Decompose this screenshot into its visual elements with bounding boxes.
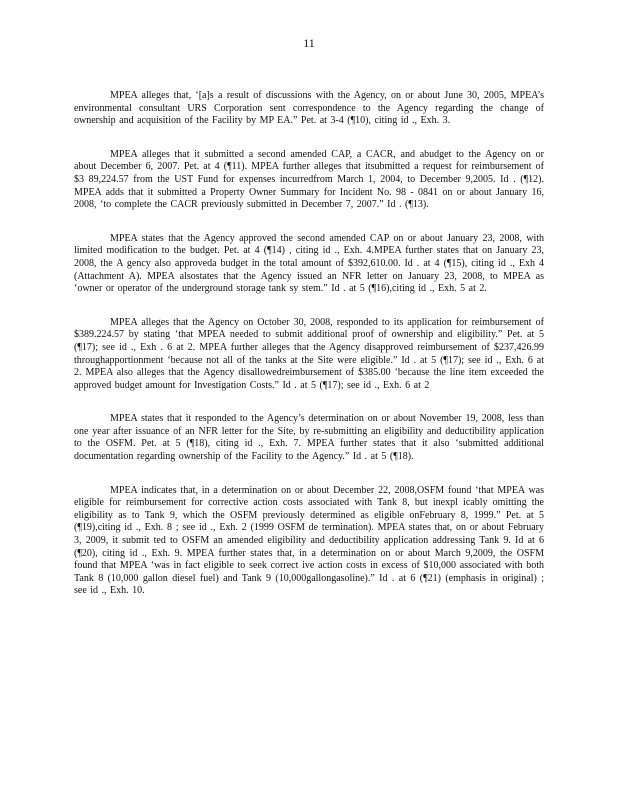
- paragraph-1: MPEA alleges that, ‘[a]s a result of discussions with the Agency, on or about June 30, 2005, MPEA’s environmental consultant URS Corporation sent correspondence to the Agency regarding the change of ownership and acquisition of the Facility by MP EA.” Pet. at 3-4 (¶10), citing id ., Exh. 3.: [74, 90, 544, 127]
- paragraph-5: MPEA states that it responded to the Agency’s determination on or about November 19, 2008, less than one year after issuance of an NFR letter for the Site, by re-submitting an eligibility and deductibility application to the OSFM. Pet. at 5 (¶18), citing id ., Exh. 7. MPEA further states that it also ‘submitted additional documentation regarding ownership of the Facility to the Agency.” Id . at 5 (¶18).: [74, 413, 544, 463]
- paragraph-6: MPEA indicates that, in a determination on or about December 22, 2008,OSFM found ‘that MPEA was eligible for reimbursement for corrective action costs associated with Tank 8, but inexpl icably omitting the eligibility as to Tank 9, which the OSFM previously determined as eligible onFebruary 8, 1999.” Pet. at 5 (¶19),citing id ., Exh. 8 ; see id ., Exh. 2 (1999 OSFM de termination). MPEA states that, on or about February 3, 2009, it submit ted to OSFM an amended eligibility and deductibility application addressing Tank 9. Id at 6 (¶20), citing id ., Exh. 9. MPEA further states that, in a determination on or about March 9,2009, the OSFM found that MPEA ‘was in fact eligible to seek correct ive action costs in excess of $10,000 associated with both Tank 8 (10,000 gallon diesel fuel) and Tank 9 (10,000gallongasoline).” Id . at 6 (¶21) (emphasis in original) ; see id ., Exh. 10.: [74, 484, 544, 597]
- paragraph-4: MPEA alleges that the Agency on October 30, 2008, responded to its application for reimbursement of $389.224.57 by stating ‘that MPEA needed to submit additional proof of ownership and eligibility.” Pet. at 5 (¶17); see id ., Exh . 6 at 2. MPEA further alleges that the Agency disapproved reimbursement of $237,426.99 throughapportionment ‘because not all of the tanks at the Site were eligible.” Id . at 5 (¶17); see id ., Exh. 6 at 2. MPEA also alleges that the Agency disallowedreimbursement of $385.00 ‘because the line item exceeded the approved budget amount for Investigation Costs.” Id . at 5 (¶17); see id ., Exh. 6 at 2: [74, 316, 544, 391]
- paragraph-3: MPEA states that the Agency approved the second amended CAP on or about January 23, 2008, with limited modification to the budget. Pet. at 4 (¶14) , citing id ., Exh. 4.MPEA further states that on January 23, 2008, the A gency also approveda budget in the total amount of $392,610.00. Id . at 4 (¶15), citing id ., Exh 4 (Attachment A). MPEA alsostates that the Agency issued an NFR letter on January 23, 2008, to MPEA as ‘owner or operator of the underground storage tank sy stem.” Id . at 5 (¶16),citing id ., Exh. 5 at 2.: [74, 232, 544, 295]
- page-number: 11: [303, 36, 315, 50]
- paragraph-2: MPEA alleges that it submitted a second amended CAP, a CACR, and abudget to the Agency on or about December 6, 2007. Pet. at 4 (¶11). MPEA further alleges that itsubmitted a request for reimbursement of $3 89,224.57 from the UST Fund for expenses incurredfrom March 1, 2004, to December 9,2005. Id . (¶12). MPEA adds that it submitted a Property Owner Summary for Incident No. 98 - 0841 on or about January 16, 2008, ‘to complete the CACR previously submitted in December 7, 2007.” Id . (¶13).: [74, 148, 544, 211]
- document-body: [74, 90, 544, 619]
